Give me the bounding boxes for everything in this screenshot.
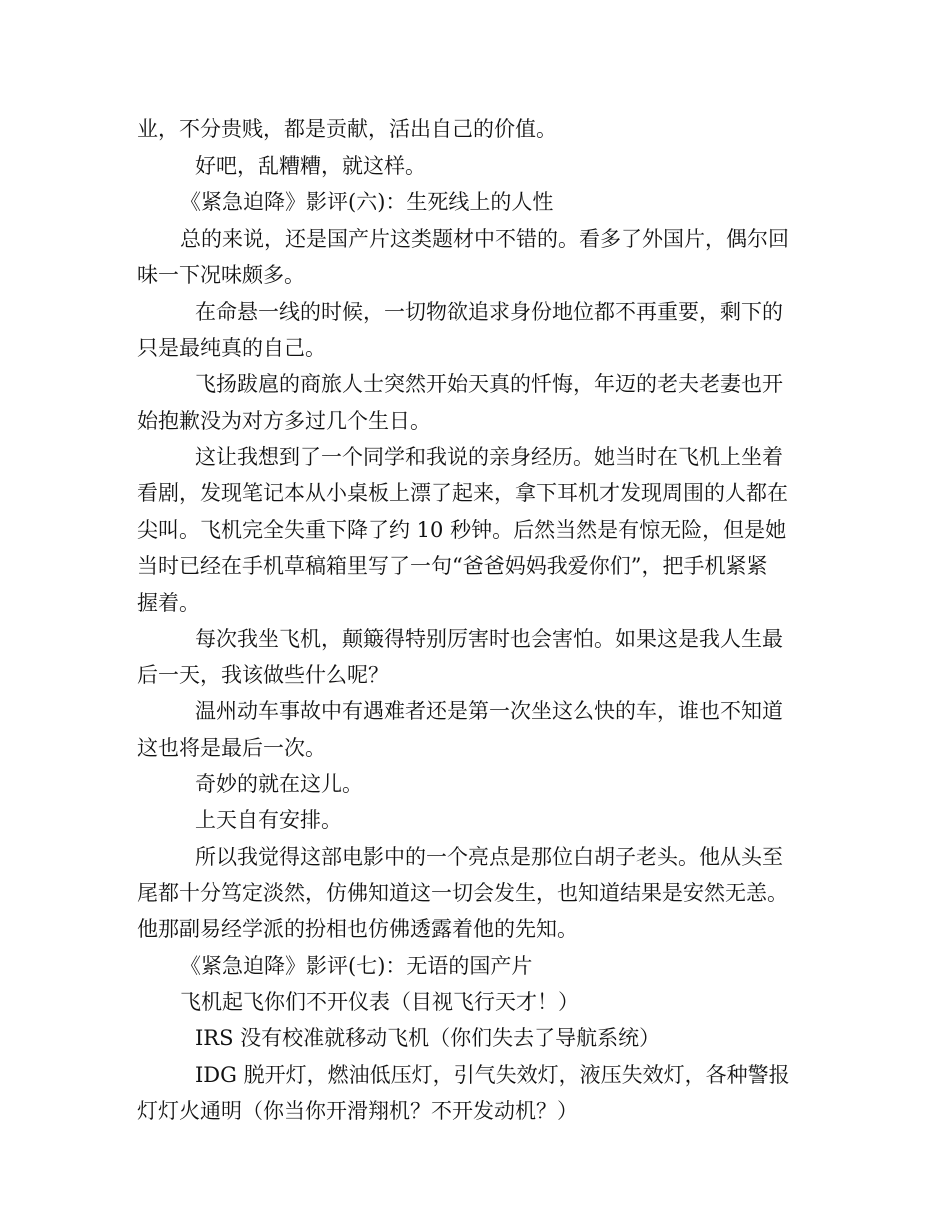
text-line: 尖叫。飞机完全失重下降了约 10 秒钟。后然当然是有惊无险，但是她 — [137, 518, 787, 542]
section-heading: 《紧急迫降》影评(七)：无语的国产片 — [180, 954, 533, 978]
text-line: 在命悬一线的时候，一切物欲追求身份地位都不再重要，剩下的 — [195, 300, 783, 324]
text-line: IRS 没有校准就移动飞机（你们失去了导航系统） — [195, 1026, 661, 1050]
text-line: 上天自有安排。 — [195, 808, 342, 832]
text-line: 每次我坐飞机，颠簸得特别厉害时也会害怕。如果这是我人生最 — [195, 627, 783, 651]
text-line: 当时已经在手机草稿箱里写了一句“爸爸妈妈我爱你们”，把手机紧紧 — [137, 554, 768, 578]
text-line: 看剧，发现笔记本从小桌板上漂了起来，拿下耳机才发现周围的人都在 — [137, 481, 788, 505]
text-line: 只是最纯真的自己。 — [137, 336, 326, 360]
text-line: 后一天，我该做些什么呢？ — [137, 663, 389, 687]
text-line: 奇妙的就在这儿。 — [195, 772, 363, 796]
text-line: 好吧，乱糟糟，就这样。 — [195, 154, 426, 178]
text-line: 温州动车事故中有遇难者还是第一次坐这么快的车，谁也不知道 — [195, 699, 783, 723]
text-line: 他那副易经学派的扮相也仿佛透露着他的先知。 — [137, 917, 578, 941]
section-heading: 《紧急迫降》影评(六)：生死线上的人性 — [180, 190, 554, 214]
text-line: 味一下况味颇多。 — [137, 263, 305, 287]
text-line: 飞扬跋扈的商旅人士突然开始天真的忏悔，年迈的老夫老妻也开 — [195, 372, 783, 396]
text-line: 始抱歉没为对方多过几个生日。 — [137, 409, 431, 433]
text-line: 尾都十分笃定淡然，仿佛知道这一切会发生，也知道结果是安然无恙。 — [137, 881, 788, 905]
text-line: 这让我想到了一个同学和我说的亲身经历。她当时在飞机上坐着 — [195, 445, 783, 469]
text-line: 这也将是最后一次。 — [137, 736, 326, 760]
text-line: 总的来说，还是国产片这类题材中不错的。看多了外国片，偶尔回 — [180, 227, 789, 251]
text-line: 业，不分贵贱，都是贡献，活出自己的价值。 — [137, 117, 557, 141]
text-line: 灯灯火通明（你当你开滑翔机？不开发动机？） — [137, 1099, 578, 1123]
text-line: 握着。 — [137, 591, 200, 615]
text-line: IDG 脱开灯，燃油低压灯，引气失效灯，液压失效灯，各种警报 — [195, 1063, 790, 1087]
text-line: 所以我觉得这部电影中的一个亮点是那位白胡子老头。他从头至 — [195, 845, 783, 869]
text-line: 飞机起飞你们不开仪表（目视飞行天才！） — [180, 990, 579, 1014]
